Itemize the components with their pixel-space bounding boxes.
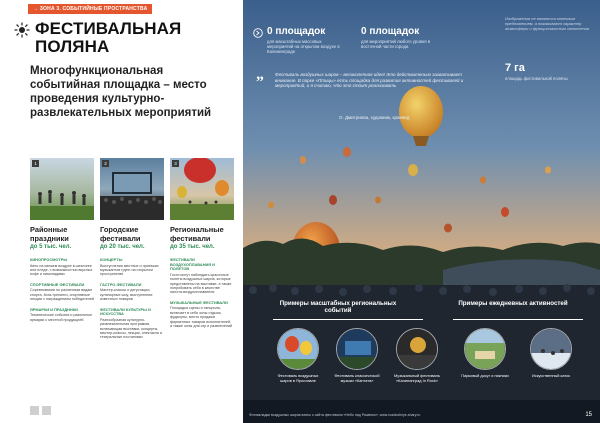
circle-picnics	[459, 328, 511, 379]
image-disclaimer: Изображения не являются конечным предложением, а показывают характер атмосферы и функционального наполнения	[505, 16, 590, 31]
circle-balloon-fest	[273, 328, 323, 383]
thumb-number: 1	[32, 160, 39, 167]
area-number: 7 га	[505, 62, 525, 74]
circle-image	[464, 328, 506, 370]
item-text: Кино на свежем воздухе в шезлонге или пледе, с возможностью вкусных кофе и лимонадами	[30, 263, 93, 277]
partner-logos	[30, 406, 51, 415]
column-count: до 20 тыс. чел.	[100, 244, 145, 250]
column-title: Районные праздники	[30, 225, 69, 243]
logo-icon	[42, 406, 51, 415]
circle-cantata	[331, 328, 383, 383]
stat-block-1	[267, 26, 345, 54]
circle-label: Музыкальный фестиваль «Калининград In Rock»	[393, 373, 440, 383]
circle-label: Фестиваль классической музыки «Кантата»	[334, 373, 380, 383]
logo-icon	[30, 406, 39, 415]
list-item	[100, 283, 164, 302]
item-heading: ЯРМАРКИ И ПРАЗДНИКИ	[30, 306, 78, 312]
section-title-regional: Примеры масштабных региональных событий	[279, 300, 397, 315]
circle-label: Искусственный каток	[531, 373, 571, 378]
item-text: Площадка сцены и танцпола, включает в себя зоны отдыха, фудкорты, место продажи фирменных товаров исполнителей, а также зоны для игр и развлечений	[170, 306, 233, 329]
quote-text: Фестиваль воздушных шаров – великолепная идея! Это действительно захватывает внимание. В парке «Птицы» есть площадка для развития активностей фестивалей и мероприятий, и я считаю, что это стоит реализовать	[275, 72, 464, 89]
page-title	[35, 20, 181, 56]
item-heading: СПОРТИВНЫЕ ФЕСТИВАЛИ	[30, 281, 85, 287]
thumb-city-festivals	[100, 158, 164, 220]
footer-note: Фотовкладки воздушных шаров взяты с сайта фестиваля «Небо над Рязанью», www.vozdushnye-shary.ru	[249, 413, 421, 417]
circle-image	[336, 328, 378, 370]
page-number: 15	[585, 412, 592, 418]
title-line-2: ПОЛЯНА	[35, 37, 110, 56]
list-item	[30, 283, 94, 302]
circle-skating-rink	[525, 328, 577, 379]
column-count: до 5 тыс. чел.	[30, 244, 72, 250]
section-title-daily: Примеры ежедневных активностей	[458, 300, 568, 307]
circle-image	[396, 328, 438, 370]
column-city-festivals	[100, 226, 164, 346]
column-regional-holidays	[30, 226, 94, 346]
stat-description: для мероприятий любого уровня в восточной части города	[361, 39, 431, 49]
item-heading: ФЕСТИВАЛИ КУЛЬТУРЫ И ИСКУССТВА	[100, 306, 151, 317]
list-item	[170, 301, 234, 329]
item-text: Соревнования по различным видам спорта, йога-тренинги, спортивные лекции с нагрaждением победителей	[30, 288, 94, 302]
thumb-regional-festivals	[170, 158, 234, 220]
event-columns	[30, 226, 234, 346]
zone-tab: → ЗОНА 3. СОБЫТИЙНЫЕ ПРОСТРАНСТВА	[28, 4, 152, 14]
thumb-number: 3	[172, 160, 179, 167]
item-heading: КОНЦЕРТЫ	[100, 257, 123, 262]
item-heading: МУЗЫКАЛЬНЫЕ ФЕСТИВАЛИ	[170, 299, 228, 305]
stat-description: для масштабных массовых мероприятий на открытом воздухе в Калининграде	[267, 39, 340, 54]
item-text: Выступления местных и приезжих музыкантов групп на открытом пространстве	[100, 263, 159, 277]
list-item	[170, 258, 234, 295]
stat-block-2	[361, 26, 439, 49]
item-heading: ГАСТРО-ФЕСТИВАЛИ	[100, 281, 142, 287]
item-text: Мастер-классы и дегустации, кулинарные шоу, выступления известных поваров	[100, 288, 153, 302]
item-text: Разнообразная культурно-развлекательная программа, включающая выставки, концерты, мастер-классы, лекции, спектакли и театральные постановки	[100, 317, 162, 340]
stat-number: 0 площадок	[361, 26, 420, 37]
section-divider	[273, 319, 423, 320]
list-item	[100, 308, 164, 340]
quote-author: О. Дмитриева, художник, краевед	[339, 115, 410, 120]
page-subtitle: Многофункциональная событийная площадка – место проведения культурно-развлекательных мероприятий	[30, 65, 212, 119]
list-item	[100, 258, 164, 277]
circle-label: Парковый досуг и пикники	[461, 373, 509, 378]
arrow-circle-icon	[253, 28, 263, 38]
item-text: Тематические события и различные ярмарки с местной продукцией	[30, 313, 93, 322]
left-page	[0, 0, 243, 423]
column-count: до 35 тыс. чел.	[170, 244, 215, 250]
title-row	[14, 20, 181, 56]
section-divider	[453, 319, 583, 320]
stat-number: 0 площадок	[267, 26, 326, 37]
title-line-1: ФЕСТИВАЛЬНАЯ	[35, 19, 182, 38]
circle-image	[530, 328, 572, 370]
item-heading: КИНОПРОСМОТРЫ	[30, 257, 68, 262]
item-text: Гости могут наблюдать красочные полеты воздушных шаров, которые представлены на выставке, а также попробовать себя в качестве пилота-воздухоплавателя	[170, 272, 232, 295]
list-item	[30, 308, 94, 322]
column-title: Региональные фестивали	[170, 225, 224, 243]
festival-icon	[14, 22, 30, 38]
circle-label: Фестиваль воздушных шаров в Ярославле	[277, 373, 319, 383]
circle-in-rock	[389, 328, 445, 383]
column-regional-festivals	[170, 226, 234, 346]
thumbnail-row	[30, 158, 234, 220]
column-title: Городские фестивали	[100, 225, 141, 243]
list-item	[30, 258, 94, 277]
right-page	[243, 0, 600, 423]
thumb-number: 2	[102, 160, 109, 167]
area-label: площадь фестивальной поляны	[505, 76, 568, 81]
quote-mark-icon: „	[256, 66, 264, 83]
thumb-regional-holidays	[30, 158, 94, 220]
circle-image	[277, 328, 319, 370]
item-heading: ФЕСТИВАЛИ ВОЗДУХОПЛАВАНИЯ И ПОЛЕТОВ	[170, 257, 215, 272]
